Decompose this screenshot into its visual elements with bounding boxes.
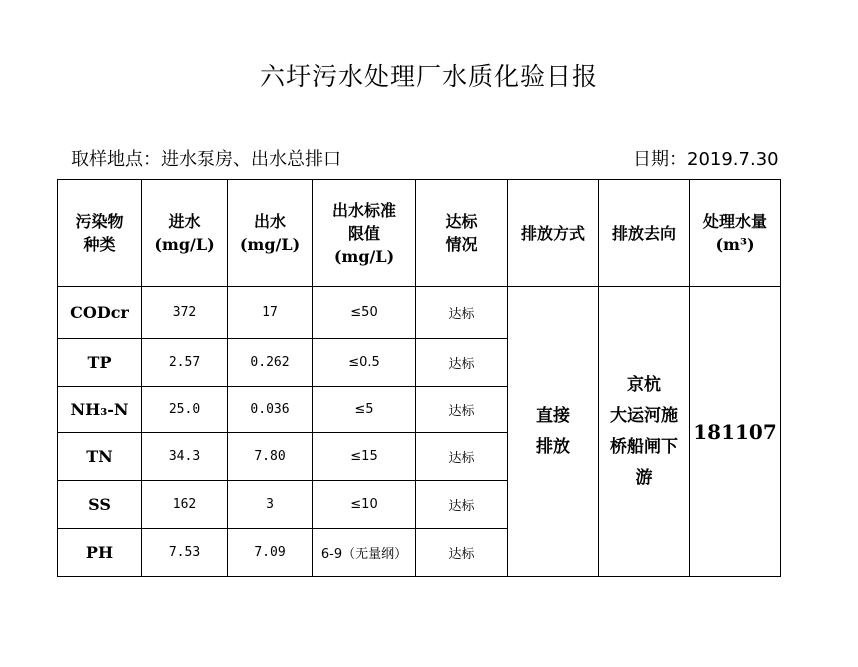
standard-cell: ≤5 — [313, 387, 416, 433]
pollutant-cell: TP — [58, 339, 142, 387]
discharge-method-cell: 直接 排放 — [508, 287, 599, 577]
influent-cell: 162 — [142, 481, 228, 529]
influent-cell: 372 — [142, 287, 228, 339]
header-discharge-method: 排放方式 — [508, 180, 599, 287]
status-cell: 达标 — [416, 287, 508, 339]
influent-cell: 2.57 — [142, 339, 228, 387]
header-volume: 处理水量 (m³) — [690, 180, 781, 287]
status-cell: 达标 — [416, 529, 508, 577]
status-cell: 达标 — [416, 339, 508, 387]
table-row — [58, 287, 781, 339]
header-discharge-destination: 排放去向 — [599, 180, 690, 287]
pollutant-cell: SS — [58, 481, 142, 529]
status-cell: 达标 — [416, 387, 508, 433]
influent-cell: 34.3 — [142, 433, 228, 481]
influent-cell: 25.0 — [142, 387, 228, 433]
pollutant-cell: CODcr — [58, 287, 142, 339]
standard-cell: 6-9（无量纲） — [313, 529, 416, 577]
status-cell: 达标 — [416, 433, 508, 481]
header-influent: 进水 (mg/L) — [142, 180, 228, 287]
header-pollutant: 污染物 种类 — [58, 180, 142, 287]
effluent-cell: 7.09 — [228, 529, 313, 577]
status-cell: 达标 — [416, 481, 508, 529]
effluent-cell: 17 — [228, 287, 313, 339]
effluent-cell: 0.262 — [228, 339, 313, 387]
effluent-cell: 0.036 — [228, 387, 313, 433]
standard-cell: ≤15 — [313, 433, 416, 481]
standard-cell: ≤0.5 — [313, 339, 416, 387]
sampling-location: 取样地点：进水泵房、出水总排口 — [71, 149, 341, 170]
report-title: 六圩污水处理厂水质化验日报 — [259, 62, 598, 91]
effluent-cell: 7.80 — [228, 433, 313, 481]
effluent-cell: 3 — [228, 481, 313, 529]
treated-volume-cell: 181107 — [690, 287, 781, 577]
influent-cell: 7.53 — [142, 529, 228, 577]
header-standard: 出水标准 限值 (mg/L) — [313, 180, 416, 287]
water-quality-table — [57, 179, 781, 577]
header-row — [58, 180, 781, 287]
discharge-destination-cell: 京杭 大运河施 桥船闸下 游 — [599, 287, 690, 577]
report-date: 日期：2019.7.30 — [633, 149, 779, 170]
header-effluent: 出水 (mg/L) — [228, 180, 313, 287]
header-status: 达标 情况 — [416, 180, 508, 287]
pollutant-cell: TN — [58, 433, 142, 481]
pollutant-cell: NH₃-N — [58, 387, 142, 433]
pollutant-cell: PH — [58, 529, 142, 577]
standard-cell: ≤50 — [313, 287, 416, 339]
standard-cell: ≤10 — [313, 481, 416, 529]
